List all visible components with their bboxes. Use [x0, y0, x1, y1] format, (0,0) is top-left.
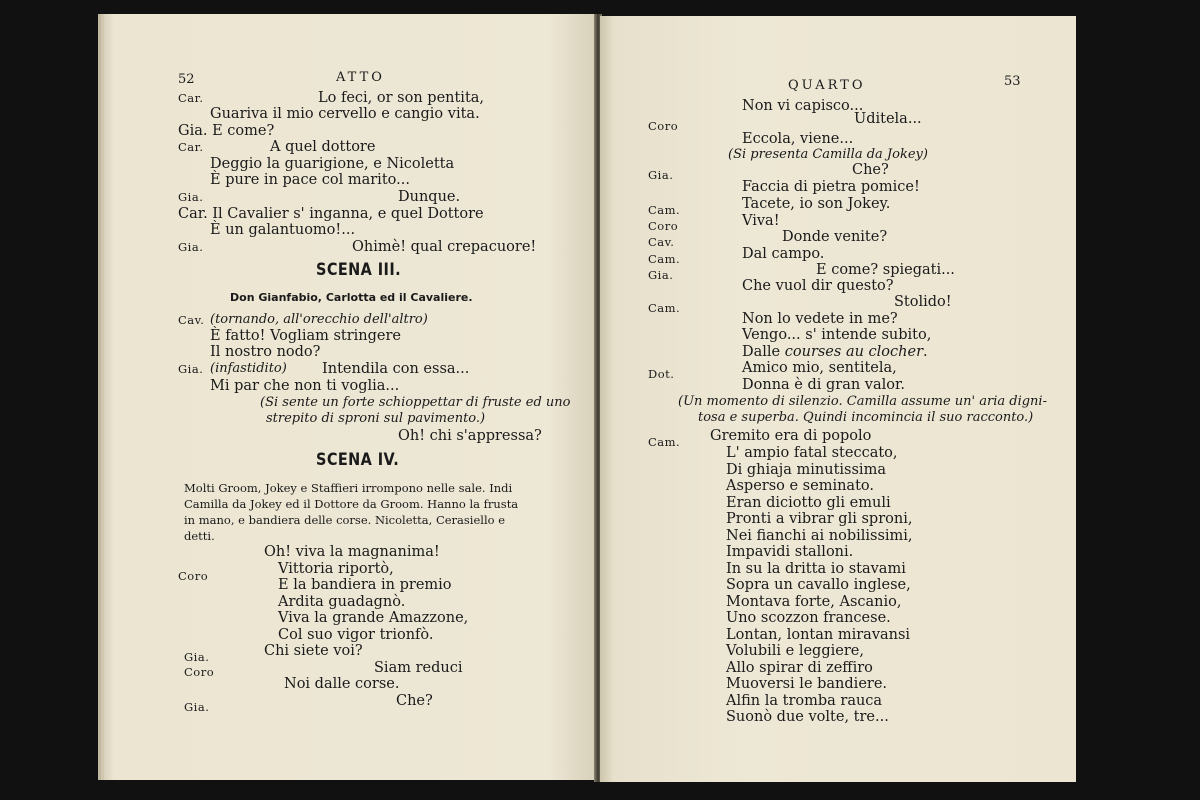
speaker-label: Coro [648, 219, 679, 233]
verse-line: Muoversi le bandiere. [726, 676, 888, 692]
verse-line: Amico mio, sentitela, [742, 360, 897, 376]
right-page [600, 16, 1076, 782]
verse-line: Chi siete voi? [264, 643, 363, 659]
verse-line: Viva la grande Amazzone, [278, 610, 469, 626]
verse-line: Allo spirar di zeffiro [726, 660, 873, 676]
speaker-label: Cam. [648, 301, 681, 315]
page-number: 53 [1004, 74, 1021, 89]
stage-direction: (infastidito) [210, 361, 287, 376]
verse-line: Lo feci, or son pentita, [318, 90, 485, 106]
speaker-label: Cam. [648, 203, 681, 217]
verse-line: A quel dottore [270, 139, 376, 155]
verse-line: Oh! viva la magnanima! [264, 544, 440, 560]
speaker-label: Dot. [648, 367, 675, 381]
verse-line: Impavidi stalloni. [726, 544, 854, 560]
verse-line: Intendila con essa... [322, 361, 470, 377]
verse-line: Stolido! [894, 294, 952, 310]
verse-line: Che? [852, 162, 889, 178]
speaker-label: Gia. [178, 240, 204, 254]
verse-line: Uno scozzon francese. [726, 610, 891, 626]
verse-line: L' ampio fatal steccato, [726, 445, 898, 461]
speaker-label: Cam. [648, 252, 681, 266]
verse-line: In su la dritta io stavami [726, 561, 906, 577]
verse-line: Vittoria riportò, [278, 561, 394, 577]
verse-line: Vengo... s' intende subito, [742, 327, 932, 343]
verse-line: Suonò due volte, tre... [726, 709, 889, 725]
stage-direction: (Si presenta Camilla da Jokey) [728, 147, 928, 162]
verse-line: Non lo vedete in me? [742, 311, 898, 327]
verse-line: Il nostro nodo? [210, 344, 321, 360]
verse-line: Gremito era di popolo [710, 428, 872, 444]
verse-line: Eran diciotto gli emuli [726, 495, 891, 511]
verse-line: Nei fianchi ai nobilissimi, [726, 528, 913, 544]
speaker-label: Coro [178, 569, 209, 583]
speaker-label: Cam. [648, 435, 681, 449]
speaker-label: Gia. [178, 190, 204, 204]
speaker-label: Car. [178, 140, 204, 154]
stage-direction-line: detti. [184, 529, 215, 543]
verse-line: Asperso e seminato. [726, 478, 874, 494]
verse-line: Dunque. [398, 189, 461, 205]
verse-line: Sopra un cavallo inglese, [726, 577, 911, 593]
speaker-label: Gia. [178, 362, 204, 376]
verse-line: Noi dalle corse. [284, 676, 400, 692]
verse-line: È pure in pace col marito... [210, 172, 410, 188]
speaker-label: Coro [184, 665, 215, 679]
verse-line: Alfin la tromba rauca [726, 693, 883, 709]
verse-line: Deggio la guarigione, e Nicoletta [210, 156, 455, 172]
stage-direction: strepito di sproni sul pavimento.) [266, 411, 486, 426]
verse-line: Tacete, io son Jokey. [742, 196, 891, 212]
speaker-label: Gia. [648, 268, 674, 282]
verse-line: Uditela... [854, 111, 922, 127]
stage-direction: (tornando, all'orecchio dell'altro) [210, 312, 428, 327]
stage-direction-line: in mano, e bandiera delle corse. Nicoletta, Cerasiello e [184, 513, 506, 527]
verse-line: Dal campo. [742, 246, 825, 262]
left-page [104, 14, 598, 780]
verse-line: Ardita guadagnò. [278, 594, 406, 610]
verse-line: E la bandiera in premio [278, 577, 452, 593]
verse-line: Pronti a vibrar gli sproni, [726, 511, 913, 527]
scene-heading: SCENA IV. [316, 450, 400, 470]
verse-line: Donde venite? [782, 229, 888, 245]
stage-direction-line: Camilla da Jokey ed il Dottore da Groom. Hanno la frusta [184, 497, 519, 511]
verse-line: Siam reduci [374, 660, 463, 676]
verse-line: Che vuol dir questo? [742, 278, 894, 294]
stage-direction: tosa e superba. Quindi incomincia il suo racconto.) [698, 410, 1034, 425]
verse-line: E come? spiegati... [816, 262, 955, 278]
stage-direction: (Un momento di silenzio. Camilla assume un' aria digni- [678, 394, 1047, 409]
verse-line: Gia. E come? [178, 123, 275, 139]
verse-line: Che? [396, 693, 433, 709]
verse-line: Eccola, viene... [742, 131, 854, 147]
speaker-label: Coro [648, 119, 679, 133]
stage-direction: (Si sente un forte schioppettar di fruste ed uno [260, 395, 571, 410]
speaker-label: Gia. [184, 650, 210, 664]
verse-line: Volubili e leggiere, [726, 643, 864, 659]
verse-line: Viva! [742, 213, 780, 229]
verse-line: È fatto! Vogliam stringere [210, 328, 402, 344]
running-head: ATTO [336, 70, 385, 85]
verse-line: Car. Il Cavalier s' inganna, e quel Dottore [178, 206, 484, 222]
verse-line: Mi par che non ti voglia... [210, 378, 400, 394]
verse-line: Di ghiaja minutissima [726, 462, 886, 478]
verse-line: Donna è di gran valor. [742, 377, 905, 393]
page-number: 52 [178, 72, 195, 87]
verse-line: Ohimè! qual crepacuore! [352, 239, 537, 255]
verse-line: Dalle courses au clocher. [742, 344, 928, 360]
speaker-label: Cav. [178, 313, 205, 327]
scene-characters: Don Gianfabio, Carlotta ed il Cavaliere. [230, 291, 473, 304]
running-head: QUARTO [788, 78, 866, 93]
speaker-label: Gia. [648, 168, 674, 182]
verse-line: Guariva il mio cervello e cangio vita. [210, 106, 480, 122]
speaker-label: Cav. [648, 235, 675, 249]
speaker-label: Car. [178, 91, 204, 105]
verse-line: Col suo vigor trionfò. [278, 627, 434, 643]
verse-line: Montava forte, Ascanio, [726, 594, 902, 610]
verse-line: È un galantuomo!... [210, 222, 356, 238]
verse-line: Non vi capisco... [742, 98, 864, 114]
verse-line: Faccia di pietra pomice! [742, 179, 920, 195]
stage-direction-line: Molti Groom, Jokey e Staffieri irrompono nelle sale. Indi [184, 481, 513, 495]
speaker-label: Gia. [184, 700, 210, 714]
verse-line: Lontan, lontan miravansi [726, 627, 911, 643]
verse-line: Oh! chi s'appressa? [398, 428, 542, 444]
scene-heading: SCENA III. [316, 260, 402, 280]
